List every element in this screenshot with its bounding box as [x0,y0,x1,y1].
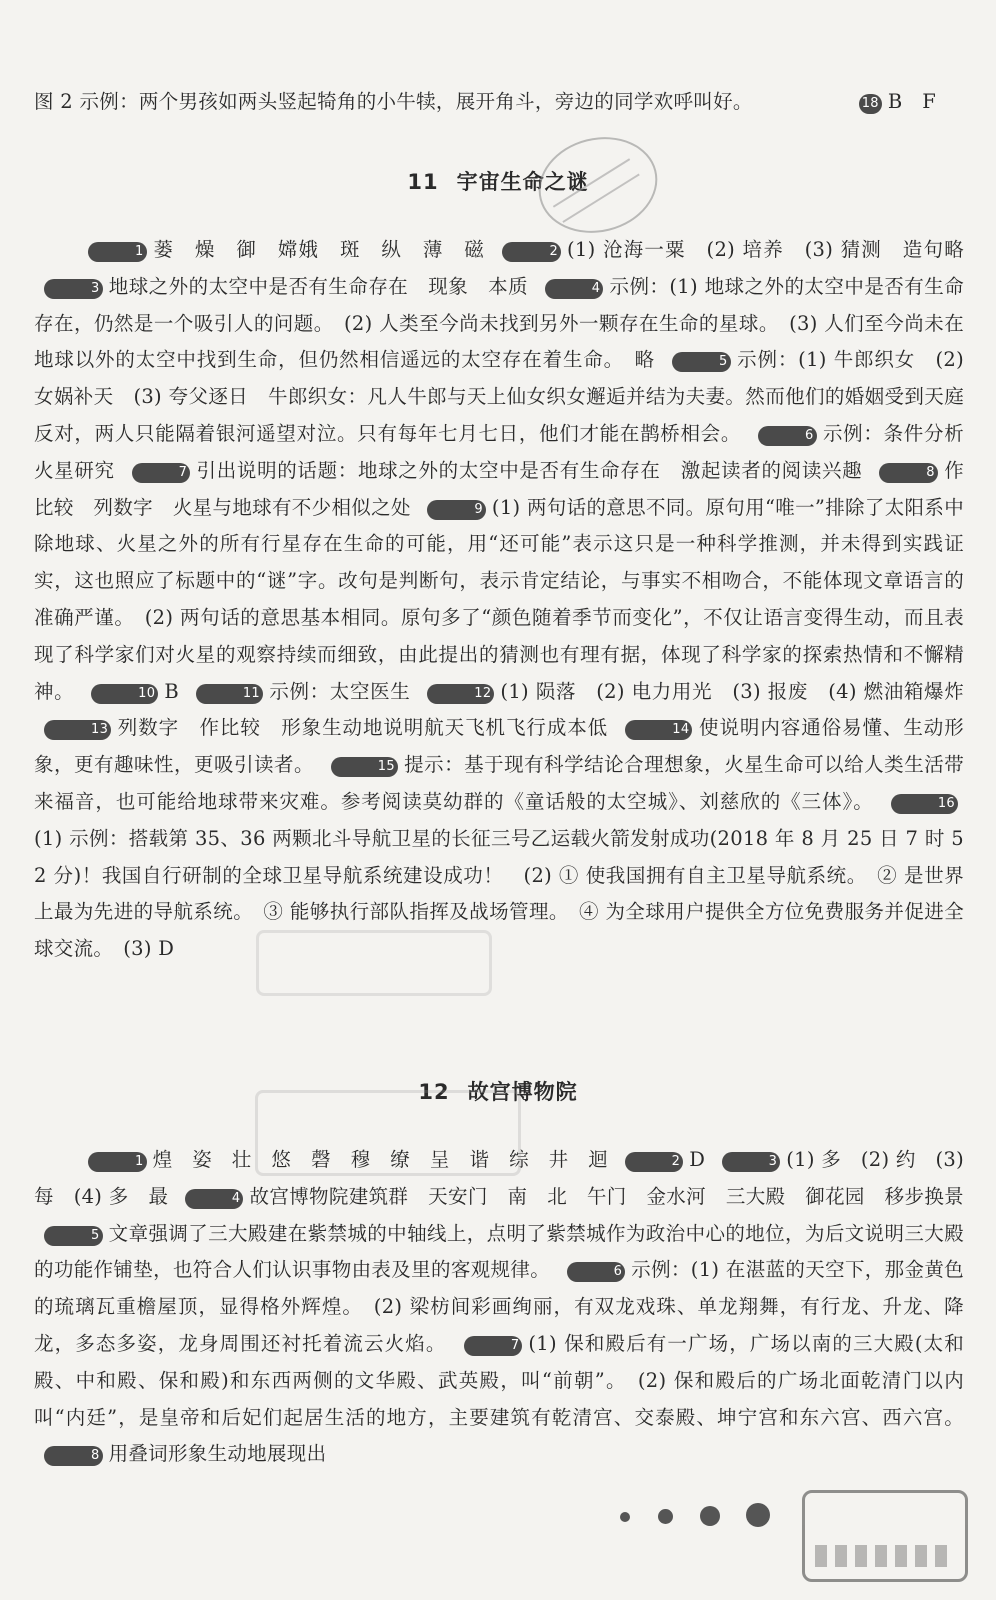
section11-answers [34,232,984,968]
item-text: 使说明内容通俗易懂、生动形象，更有趣味性，更吸引读者。 [34,716,965,777]
section-number: 12 [418,1080,450,1104]
top-line [34,84,964,121]
item-text: 示例：条件分析 火星研究 [34,421,984,482]
item-number: 7 [132,463,191,483]
item-number: 2 [625,1152,684,1172]
item-text: D [689,1148,706,1171]
item-number: 1 [88,242,147,262]
section-heading-11 [0,166,996,196]
dot-icon [700,1506,720,1526]
item-text: 示例：(1) 牛郎织女 (2) 女娲补天 (3) 夸父逐日 牛郎织女：凡人牛郎与天上仙女织女邂逅并结为夫妻。然而他们的婚姻受到天庭反对，两人只能隔着银河遥望对泣。只有每年七月七日，他们才能在鹊桥相会。 [34,348,964,445]
item-text: 示例：(1) 地球之外的太空中是否有生命存在，仍然是一个吸引人的问题。 (2) 人类至今尚未找到另外一颗存在生命的星球。 (3) 人们至今尚未在地球以外的太空中找到生命，但仍然相信遥远的太空存在着生命。 略 [34,274,964,372]
item-text: (1) 多 (2) 约 (3) 每 (4) 多 最 [34,1148,965,1208]
answer-item [34,275,528,298]
item-number: 16 [891,794,958,814]
item-text: (1) 示例：搭载第 35、36 两颗北斗导航卫星的长征三号乙运载火箭发射成功(2018 年 8 月 25 日 7 时 52 分)！我国自行研制的全球卫星导航系统建设成功！ (2) ① 使我国拥有自主卫星导航系统。 ② 是世界上最为先进的导航系统。 ③ 能够执行部队指挥及战场管理。 ④ 为全球用户提供全方位免费服务并促进全球交流。 (3) D [34,826,964,961]
item-text: (1) 两句话的意思不同。原句用“唯一”排除了太阳系中除地球、火星之外的所有行星存在生命的可能，用“还可能”表示这只是一种科学推测，并未得到实践证实，这也照应了标题中的“谜”字。改句是判断句，表示肯定结论，与事实不相吻合，不能体现文章语言的准确严谨。 (2) 两句话的意思基本相同。原句多了“颜色随着季节而变化”，不仅让语言变得生动，而且表现了科学家们对火星的观察持续而细致，由此提出的猜测也有理有据，体现了科学家的探索热情和不懈精神。 [34,495,965,703]
item-text: 提示：基于现有科学结论合理想象，火星生命可以给人类生活带来福音，也可能给地球带来灾难。参考阅读莫幼群的《童话般的太空城》、刘慈欣的《三体》。 [34,753,964,813]
answer-item [34,496,964,703]
item-number: 2 [502,242,561,262]
section12-answers [34,1142,964,1473]
dot-icon [658,1509,673,1524]
item-text: 地球之外的太空中是否有生命存在 现象 本质 [108,274,529,298]
mxqe-logo-icon [802,1490,968,1582]
dot-icon [746,1503,770,1527]
section-title: 宇宙生命之谜 [456,170,589,194]
answer-item [492,238,964,261]
item-number: 7 [464,1336,523,1356]
watermark-icon [255,1090,521,1176]
dot-icon [620,1512,630,1522]
item-text: 用叠词形象生动地展现出 [108,1442,327,1466]
answer-item [175,1185,964,1208]
answer-item [122,459,863,482]
item-number: 1 [88,1152,147,1172]
item-text: 引出说明的话题：地球之外的太空中是否有生命存在 激起读者的阅读兴趣 [196,458,863,482]
item-text: (1) 沧海一粟 (2) 培养 (3) 猜测 造句略 [567,238,964,261]
item-number: 15 [331,757,398,777]
item-number: 11 [196,684,263,704]
item-text: (1) 陨落 (2) 电力用光 (3) 报废 (4) 燃油箱爆炸 [500,679,965,703]
answer-item [34,790,964,960]
item-number: 12 [427,684,494,704]
item-text: (1) 保和殿后有一广场，广场以南的三大殿(太和殿、中和殿、保和殿)和东西两侧的文华殿、武英殿，叫“前朝”。 (2) 保和殿后的广场北面乾清门以内叫“内廷”，是皇帝和后妃们起居生活的地方，主要建筑有乾清宫、交泰殿、坤宁宫和东六宫、西六宫。 [34,1331,964,1429]
item-number: 13 [44,720,111,740]
watermark-icon [256,930,492,996]
item-number: 9 [427,500,486,520]
section-title: 故宫博物院 [467,1080,578,1104]
answer-item [615,1148,706,1171]
item-number: 3 [722,1152,781,1172]
item-text: B F [887,90,937,113]
answer-item [186,680,411,703]
item-text: 作比较 列数字 火星与地球有不少相似之处 [34,458,965,519]
item-number: 18 [859,94,882,114]
answer-stamp-icon [528,125,667,245]
item-number: 8 [44,1446,103,1466]
item-text: 蒌 燥 御 嫦娥 斑 纵 薄 磁 [152,238,486,261]
item-number: 6 [567,1262,626,1282]
item-text: 示例：(1) 在湛蓝的天空下，那金黄色的琉璃瓦重檐屋顶，显得格外辉煌。 (2) 梁枋间彩画绚丽，有双龙戏珠、单龙翔舞，有行龙、升龙、降龙，多态多姿，龙身周围还衬托着流云火焰。 [34,1258,964,1355]
item-number: 14 [625,720,692,740]
item-text: 示例：太空医生 [268,679,411,703]
item-number: 4 [545,279,604,299]
answer-item [78,238,485,261]
answer-item [417,680,964,703]
item-number: 4 [185,1189,244,1209]
section-number: 11 [407,170,439,194]
item-text: 故宫博物院建筑群 天安门 南 北 午门 金水河 三大殿 御花园 移步换景 [249,1184,964,1208]
answer-item [34,1442,326,1465]
item-text: 煌 姿 壮 悠 磬 穆 缭 呈 谐 综 井 迴 [152,1148,609,1171]
item-number: 3 [44,279,103,299]
item-number: 10 [91,684,158,704]
item-text: 列数字 作比较 形象生动地说明航天飞机飞行成本低 [117,716,609,740]
top-line-text: 图 2 示例：两个男孩如两头竖起犄角的小牛犊，展开角斗，旁边的同学欢呼叫好。 [34,90,753,113]
item-number: 5 [672,352,731,372]
item-number: 5 [44,1226,103,1246]
answer-item [34,716,608,739]
answer-item [81,680,179,703]
item-number: 6 [758,426,817,446]
item-text: 文章强调了三大殿建在紫禁城的中轴线上，点明了紫禁城作为政治中心的地位，为后文说明三大殿的功能作铺垫，也符合人们认识事物由表及里的客观规律。 [34,1221,964,1282]
item-text: B [164,679,179,703]
item-number: 8 [879,463,938,483]
